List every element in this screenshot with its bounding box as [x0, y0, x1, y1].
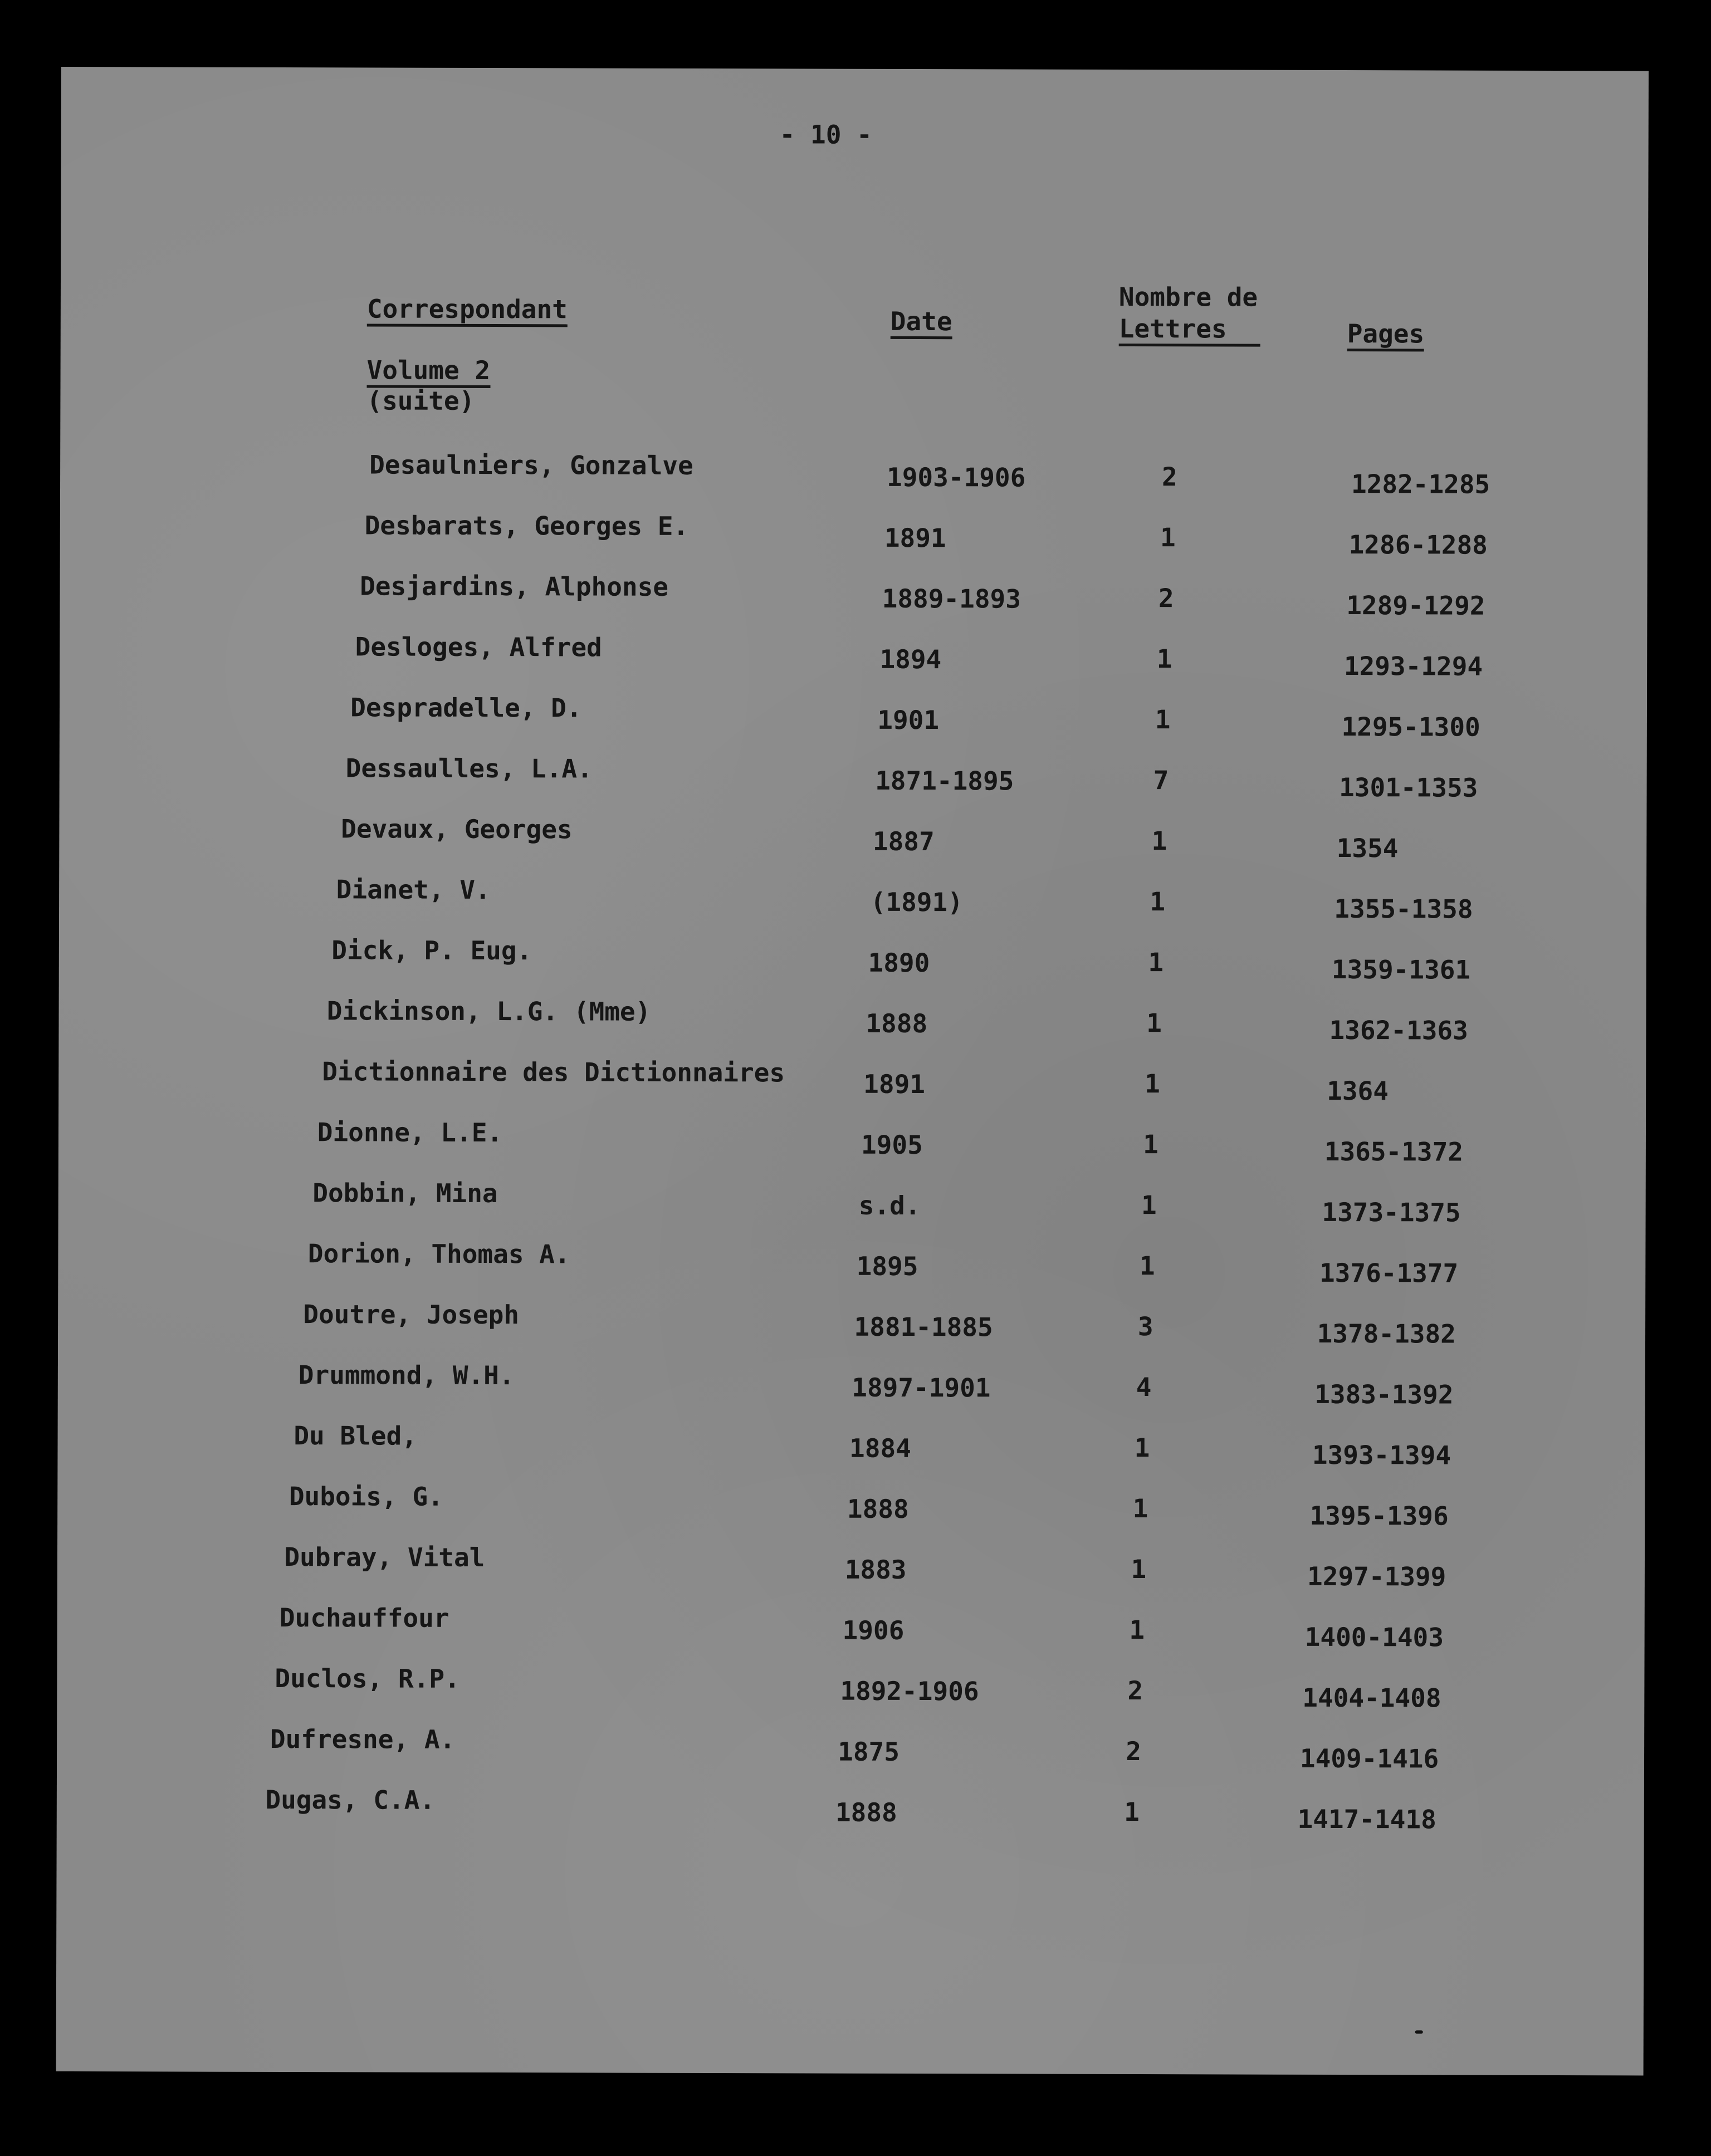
letter-date: 1903-1906 — [887, 462, 1026, 493]
page-range: 1362-1363 — [1329, 1015, 1468, 1046]
letter-date: 1905 — [861, 1129, 923, 1160]
letter-date: 1881-1885 — [854, 1311, 993, 1342]
page-range: 1282-1285 — [1351, 469, 1490, 499]
page-range: 1354 — [1336, 832, 1399, 864]
correspondent-name: Dubois, G. — [289, 1481, 443, 1512]
letter-date: 1894 — [879, 644, 942, 675]
correspondent-name: Dictionnaire des Dictionnaires — [322, 1056, 785, 1088]
page-range: 1365-1372 — [1324, 1136, 1464, 1167]
page-range: 1295-1300 — [1341, 712, 1480, 742]
volume-label: Volume 2 — [366, 357, 490, 388]
letter-date: 1891 — [884, 522, 946, 553]
letter-date: 1897-1901 — [852, 1372, 991, 1403]
letter-count: 1 — [1151, 826, 1167, 856]
letter-date: (1891) — [870, 886, 964, 918]
letter-count: 1 — [1150, 886, 1166, 917]
page-range: 1393-1394 — [1312, 1439, 1451, 1471]
letter-count: 1 — [1145, 1069, 1160, 1099]
volume-suite: (suite) — [366, 385, 475, 416]
letter-count: 2 — [1158, 583, 1174, 614]
page-range: 1400-1403 — [1304, 1621, 1444, 1653]
letter-count: 1 — [1129, 1615, 1145, 1645]
correspondent-name: Duchauffour — [279, 1603, 449, 1633]
page-range: 1364 — [1327, 1075, 1389, 1106]
header-correspondant: Correspondant — [367, 296, 568, 327]
correspondent-name: Dorion, Thomas A. — [307, 1238, 570, 1270]
page-range: 1297-1399 — [1307, 1561, 1446, 1592]
correspondent-name: Dick, P. Eug. — [331, 935, 532, 966]
letter-date: 1888 — [847, 1493, 909, 1524]
letter-date: 1906 — [842, 1615, 905, 1645]
letter-count: 4 — [1136, 1372, 1152, 1403]
correspondent-name: Dubray, Vital — [284, 1542, 485, 1572]
letter-count: 1 — [1146, 1008, 1162, 1038]
letter-count: 7 — [1153, 765, 1169, 796]
scan-speck — [1415, 2030, 1423, 2033]
correspondent-name: Dickinson, L.G. (Mme) — [326, 996, 651, 1027]
page-range: 1409-1416 — [1299, 1743, 1439, 1774]
letter-date: 1891 — [863, 1069, 926, 1100]
page-range: 1404-1408 — [1302, 1682, 1441, 1713]
correspondent-name: Dionne, L.E. — [317, 1117, 503, 1148]
letter-date: 1871-1895 — [875, 765, 1014, 796]
document-page — [56, 67, 1649, 2075]
letter-count: 1 — [1160, 522, 1176, 553]
letter-date: 1901 — [877, 704, 940, 736]
page-range: 1373-1375 — [1322, 1197, 1461, 1228]
correspondent-name: Desbarats, Georges E. — [364, 510, 689, 541]
page-range: 1395-1396 — [1309, 1500, 1449, 1531]
letter-count: 2 — [1127, 1675, 1143, 1706]
header-date: Date — [891, 308, 952, 339]
letter-count: 3 — [1137, 1311, 1153, 1342]
letter-date: 1890 — [868, 947, 930, 978]
letter-date: s.d. — [858, 1190, 921, 1221]
page-range: 1293-1294 — [1343, 651, 1483, 682]
page-range: 1301-1353 — [1339, 772, 1478, 803]
correspondent-name: Dianet, V. — [336, 874, 491, 905]
letter-count: 1 — [1134, 1433, 1150, 1463]
letter-date: 1888 — [866, 1008, 928, 1039]
page-range: 1417-1418 — [1297, 1804, 1436, 1835]
correspondent-name: Drummond, W.H. — [298, 1360, 515, 1391]
letter-count: 2 — [1126, 1736, 1142, 1767]
letter-date: 1889-1893 — [882, 583, 1021, 614]
letter-count: 1 — [1132, 1493, 1148, 1524]
letter-date: 1895 — [856, 1251, 918, 1282]
letter-date: 1875 — [838, 1736, 900, 1767]
letter-count: 1 — [1131, 1554, 1147, 1585]
letter-date: 1888 — [835, 1797, 897, 1827]
letter-count: 1 — [1155, 704, 1171, 735]
page-range: 1359-1361 — [1331, 954, 1471, 985]
letter-date: 1892-1906 — [840, 1675, 979, 1707]
page-range: 1376-1377 — [1319, 1257, 1459, 1288]
letter-count: 1 — [1139, 1251, 1155, 1281]
page-number: - 10 - — [779, 119, 872, 150]
correspondent-name: Dessaulles, L.A. — [345, 753, 593, 784]
page-range: 1289-1292 — [1346, 590, 1485, 621]
correspondent-name: Despradelle, D. — [350, 692, 582, 723]
letter-date: 1883 — [844, 1554, 907, 1585]
letter-count: 1 — [1156, 644, 1172, 674]
correspondent-name: Devaux, Georges — [341, 814, 573, 845]
page-range: 1355-1358 — [1334, 893, 1473, 924]
page-range: 1286-1288 — [1348, 530, 1488, 560]
correspondent-name: Desloges, Alfred — [355, 631, 602, 663]
letter-date: 1887 — [872, 826, 935, 857]
page-range: 1378-1382 — [1317, 1318, 1456, 1349]
correspondent-name: Duclos, R.P. — [275, 1663, 460, 1694]
header-nombre-line1: Nombre de — [1118, 281, 1258, 312]
correspondent-name: Dobbin, Mina — [312, 1178, 498, 1209]
correspondent-name: Desjardins, Alphonse — [360, 571, 669, 602]
correspondent-name: Dugas, C.A. — [265, 1784, 436, 1815]
letter-count: 1 — [1124, 1797, 1140, 1827]
letter-count: 1 — [1143, 1129, 1158, 1160]
header-pages: Pages — [1347, 321, 1425, 351]
letter-date: 1884 — [849, 1433, 911, 1464]
correspondent-name: Dufresne, A. — [270, 1723, 456, 1755]
header-nombre-line2: Lettres — [1119, 316, 1260, 347]
page-range: 1383-1392 — [1314, 1379, 1454, 1410]
correspondent-name: Doutre, Joseph — [303, 1299, 520, 1330]
letter-count: 2 — [1162, 462, 1177, 492]
correspondent-name: Desaulniers, Gonzalve — [369, 449, 693, 481]
correspondent-name: Du Bled, — [294, 1420, 417, 1451]
letter-count: 1 — [1141, 1190, 1157, 1221]
letter-count: 1 — [1148, 947, 1164, 978]
